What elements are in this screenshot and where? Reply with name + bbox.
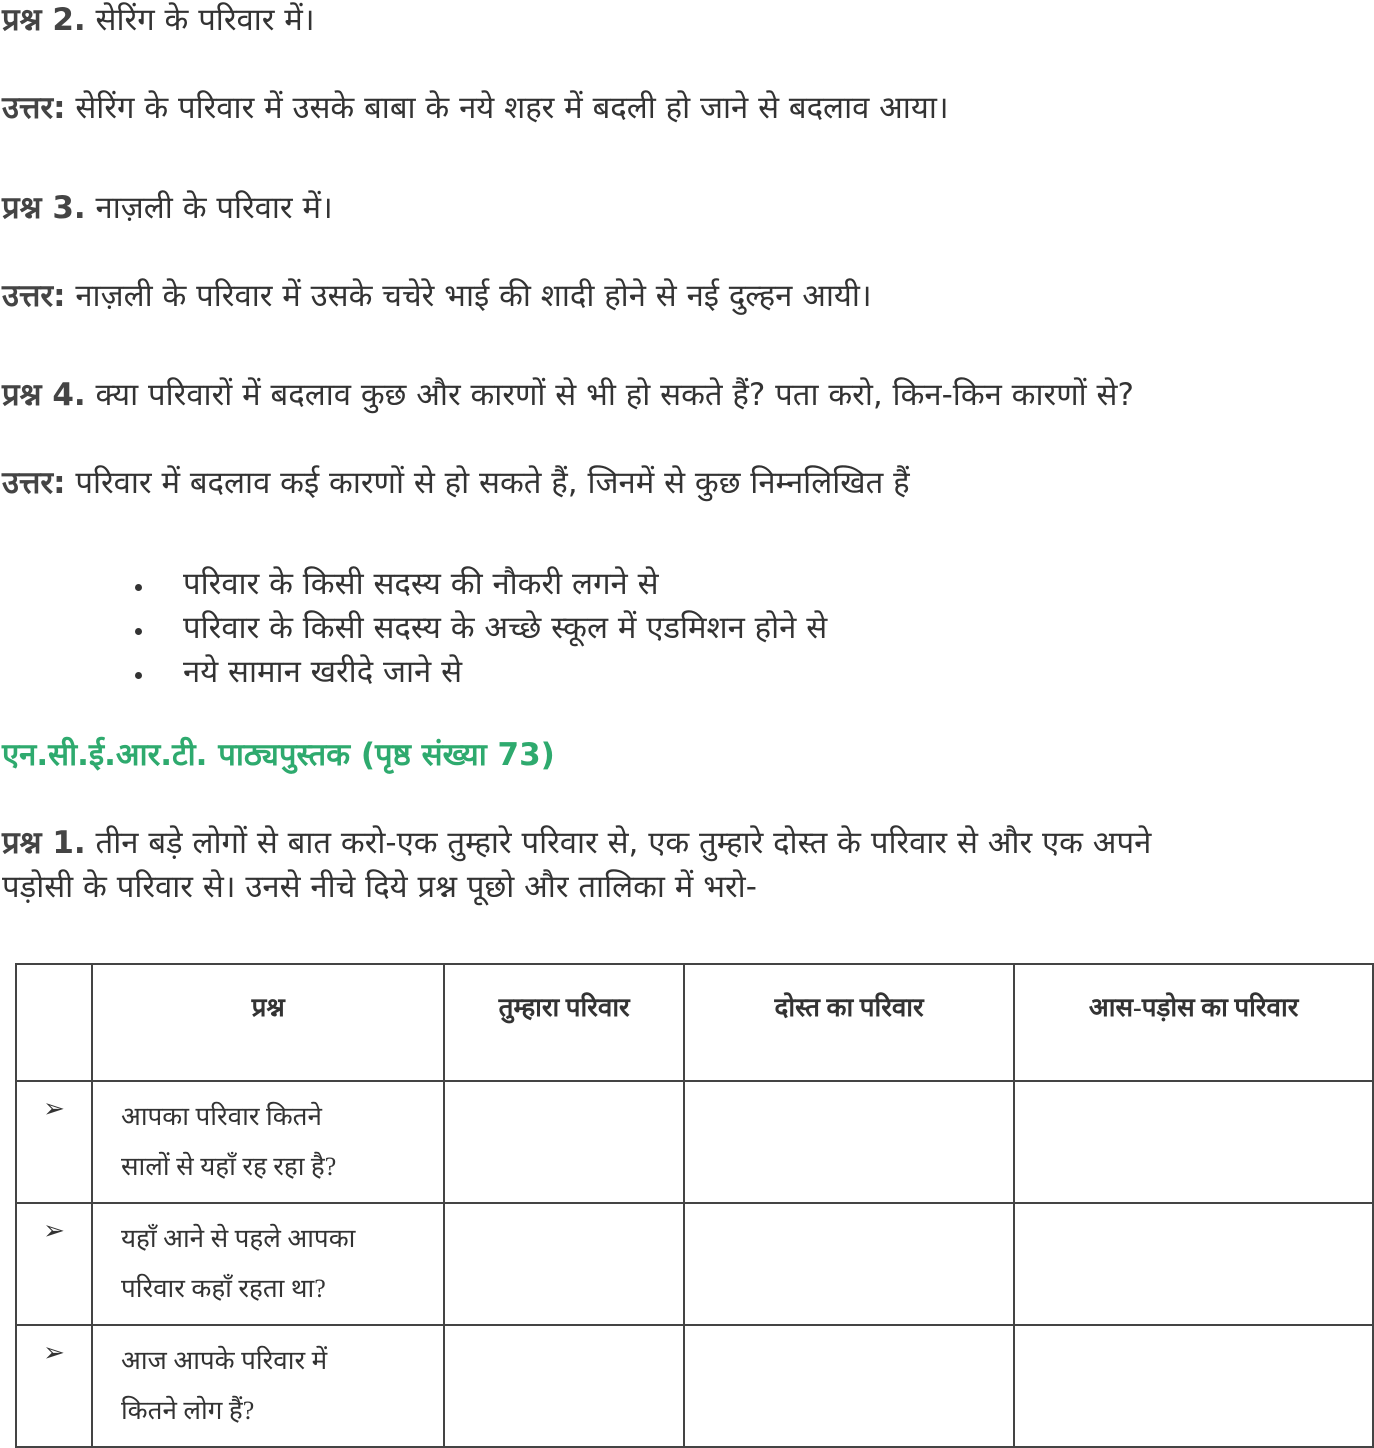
answer-4 xyxy=(2,463,910,503)
question-cell xyxy=(92,1325,444,1447)
answer-text: नाज़ली के परिवार में उसके चचेरे भाई की शादी होने से नई दुल्हन आयी। xyxy=(65,278,872,314)
answer-cell[interactable] xyxy=(444,1203,684,1325)
blank-header xyxy=(16,964,92,1081)
answer-2 xyxy=(2,88,949,128)
answer-cell[interactable] xyxy=(1014,1325,1373,1447)
list-item: परिवार के किसी सदस्य की नौकरी लगने से xyxy=(135,562,827,606)
question-1-continued: पड़ोसी के परिवार से। उनसे नीचे दिये प्रश्न पूछो और तालिका में भरो- xyxy=(2,869,757,905)
question-4 xyxy=(2,375,1134,415)
question-text: नाज़ली के परिवार में। xyxy=(85,190,333,226)
answer-cell[interactable] xyxy=(1014,1081,1373,1203)
header-friend-family: दोस्त का परिवार xyxy=(684,964,1014,1081)
question-line: परिवार कहाँ रहता था? xyxy=(120,1274,326,1303)
answer-cell[interactable] xyxy=(444,1081,684,1203)
question-cell xyxy=(92,1203,444,1325)
answer-cell[interactable] xyxy=(1014,1203,1373,1325)
question-line: आज आपके परिवार में xyxy=(120,1346,328,1375)
question-text: तीन बड़े लोगों से बात करो-एक तुम्हारे परिवार से, एक तुम्हारे दोस्त के परिवार से और एक अपने xyxy=(85,825,1152,861)
answer-cell[interactable] xyxy=(684,1081,1014,1203)
question-label: प्रश्न 4. xyxy=(2,377,86,413)
question-line: कितने लोग हैं? xyxy=(120,1396,255,1425)
question-label: प्रश्न 3. xyxy=(2,190,86,226)
arrow-bullet-icon: ➢ xyxy=(16,1325,92,1447)
table-row xyxy=(16,1081,1373,1203)
question-line: आपका परिवार कितने xyxy=(120,1102,322,1131)
header-neighbour-family: आस-पड़ोस का परिवार xyxy=(1014,964,1373,1081)
question-text: सेरिंग के परिवार में। xyxy=(85,2,315,38)
answer-3 xyxy=(2,276,872,316)
question-3 xyxy=(2,188,333,228)
answer-cell[interactable] xyxy=(684,1325,1014,1447)
question-1 xyxy=(2,823,1151,863)
survey-table xyxy=(15,963,1374,1448)
arrow-bullet-icon: ➢ xyxy=(16,1203,92,1325)
table-header-row xyxy=(16,964,1373,1081)
header-question: प्रश्न xyxy=(92,964,444,1081)
question-line: सालों से यहाँ रह रहा है? xyxy=(120,1152,337,1181)
question-text: क्या परिवारों में बदलाव कुछ और कारणों से भी हो सकते हैं? पता करो, किन-किन कारणों से? xyxy=(85,377,1134,413)
header-your-family: तुम्हारा परिवार xyxy=(444,964,684,1081)
question-label: प्रश्न 2. xyxy=(2,2,86,38)
list-item: परिवार के किसी सदस्य के अच्छे स्कूल में एडमिशन होने से xyxy=(135,606,827,650)
question-label: प्रश्न 1. xyxy=(2,825,86,861)
arrow-bullet-icon: ➢ xyxy=(16,1081,92,1203)
answer-cell[interactable] xyxy=(444,1325,684,1447)
question-2 xyxy=(2,0,315,40)
answer-label: उत्तर: xyxy=(2,278,66,314)
section-heading: एन.सी.ई.आर.टी. पाठ्यपुस्तक (पृष्ठ संख्या 73) xyxy=(2,737,555,773)
answer-text: परिवार में बदलाव कई कारणों से हो सकते हैं, जिनमें से कुछ निम्नलिखित हैं xyxy=(65,465,910,501)
answer-label: उत्तर: xyxy=(2,465,66,501)
answer-cell[interactable] xyxy=(684,1203,1014,1325)
answer-label: उत्तर: xyxy=(2,90,66,126)
question-line: यहाँ आने से पहले आपका xyxy=(120,1224,356,1253)
reasons-list xyxy=(135,562,827,694)
table-row xyxy=(16,1203,1373,1325)
question-cell xyxy=(92,1081,444,1203)
list-item: नये सामान खरीदे जाने से xyxy=(135,650,827,694)
answer-text: सेरिंग के परिवार में उसके बाबा के नये शहर में बदली हो जाने से बदलाव आया। xyxy=(65,90,949,126)
table-row xyxy=(16,1325,1373,1447)
